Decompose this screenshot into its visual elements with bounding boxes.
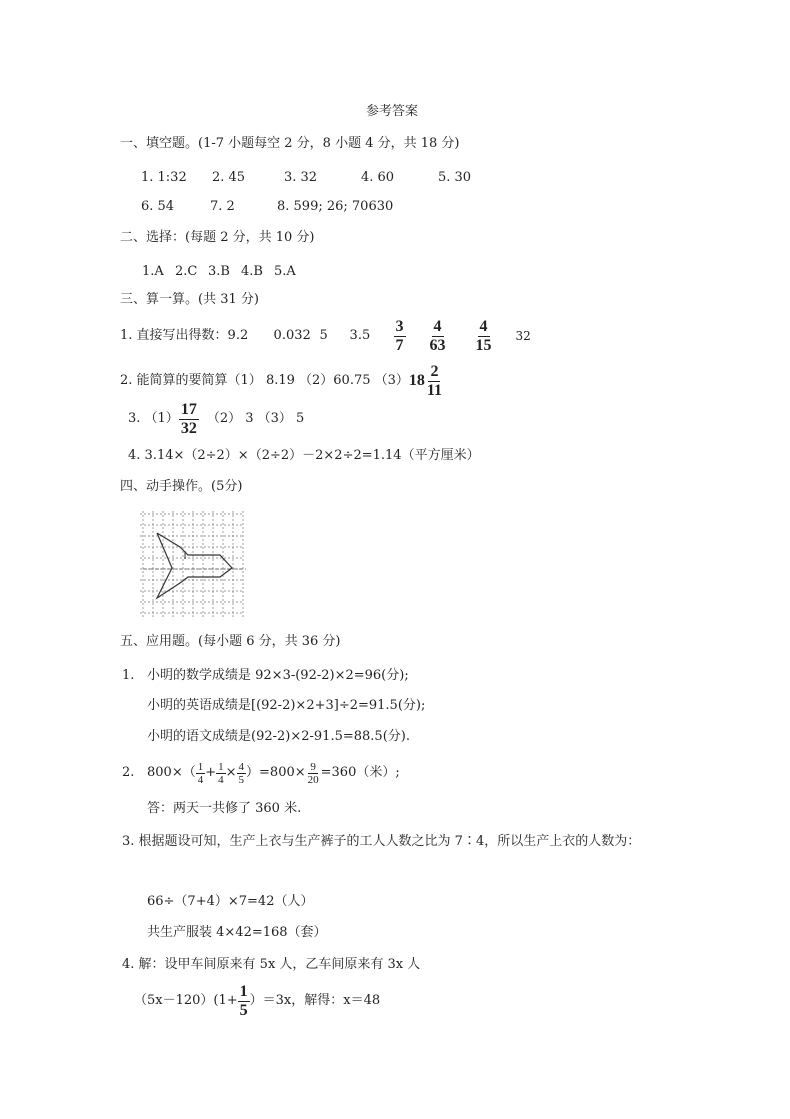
s1-row2 [141, 199, 393, 215]
s3-q1 [120, 316, 531, 356]
section5-heading: 五、应用题。(每小题 6 分，共 36 分) [120, 634, 341, 649]
s5-q2-part-b: ）=800× [246, 765, 306, 780]
s3-q1-val-1: 9.2 [227, 328, 249, 343]
s3-q1-last: 32 [515, 329, 531, 343]
s1-answer-2: 2. 45 [212, 170, 246, 185]
s2-answer-2: 2.C [175, 264, 198, 279]
s2-answers [142, 264, 296, 280]
page-title: 参考答案 [366, 104, 419, 119]
s3-q1-frac-1: $\frac{3}{7}$ [395, 317, 404, 354]
s3-q4: 4. 3.14×（2÷2）×（2÷2）－2×2÷2=1.14（平方厘米） [128, 448, 480, 463]
s5-q3-line3: 共生产服装 4×42=168（套） [147, 925, 327, 940]
s5-q2-times: × [225, 765, 237, 780]
section1-heading: 一、填空题。(1-7 小题每空 2 分，8 小题 4 分，共 18 分) [120, 136, 460, 151]
s1-answer-5: 5. 30 [438, 170, 472, 185]
s5-q2-answer: 答：两天一共修了 360 米. [147, 801, 302, 816]
s3-q1-frac-2: $\frac{4}{63}$ [429, 317, 446, 354]
s3-q1-val-4: 3.5 [349, 328, 371, 343]
s1-answer-3: 3. 32 [284, 170, 318, 185]
s5-q1-number: 1. [122, 668, 135, 683]
s5-q2-plus: + [205, 765, 217, 780]
s5-q2-frac-2: $\frac{1}{4}$ [218, 760, 224, 786]
s5-q2-frac-1: $\frac{1}{4}$ [197, 760, 204, 786]
section4-heading: 四、动手操作。(5分) [120, 479, 243, 494]
s5-q4-line2 [134, 981, 380, 1021]
s1-answer-4: 4. 60 [361, 170, 395, 185]
s3-q3-prefix: 3. （1） [128, 411, 179, 426]
s3-q2-whole: 18 [408, 372, 425, 389]
grid-lines [140, 511, 243, 619]
s1-answer-7: 7. 2 [210, 199, 235, 214]
s5-q2-frac-3: $\frac{4}{5}$ [238, 760, 245, 786]
s5-q2-frac-4: $\frac{9}{20}$ [307, 760, 319, 786]
s1-row1 [141, 170, 471, 186]
s5-q2-part-a: 800×（ [147, 765, 196, 780]
s5-q3-line2: 66÷（7+4）×7=42（人） [147, 894, 314, 909]
s3-q3-rest: （2） 3 （3） 5 [206, 411, 305, 426]
s5-q2 [122, 757, 400, 789]
s3-q2-frac: $\frac{2}{11}$ [426, 362, 443, 399]
s1-answer-1: 1. 1:32 [141, 170, 187, 185]
s2-answer-4: 4.B [241, 264, 263, 279]
s5-q4-frac: $\frac{1}{5}$ [239, 982, 248, 1019]
s2-answer-5: 5.A [274, 264, 296, 279]
s3-q1-val-3: 5 [319, 328, 328, 343]
s5-q1-line1: 小明的数学成绩是 92×3-(92-2)×2=96(分); [147, 668, 409, 683]
s5-q1-line3: 小明的语文成绩是(92-2)×2-91.5=88.5(分). [147, 729, 410, 744]
s3-q3-frac: $\frac{17}{32}$ [180, 400, 197, 437]
s3-q2 [120, 361, 444, 401]
s1-answer-8: 8. 599; 26; 70630 [277, 199, 394, 214]
arrow-shape [157, 533, 232, 598]
s5-q3-line1: 3. 根据题设可知，生产上衣与生产裤子的工人人数之比为 7∶4，所以生产上衣的人数为： [122, 834, 641, 849]
section3-heading: 三、算一算。(共 31 分) [120, 292, 259, 307]
s3-q3 [128, 399, 304, 439]
s3-q1-frac-3: $\frac{4}{15}$ [475, 317, 492, 354]
s3-q1-prefix: 1. 直接写出得数： [120, 328, 228, 343]
grid-figure [140, 511, 246, 621]
s5-q1-line2: 小明的英语成绩是[(92-2)×2+3]÷2=91.5(分); [147, 698, 426, 713]
s2-answer-1: 1.A [142, 264, 164, 279]
s3-q2-text: 2. 能简算的要简算（1） 8.19 （2）60.75 （3） [120, 373, 409, 388]
s5-q2-part-c: =360（米）; [320, 765, 400, 780]
s5-q4-part-a: （5x－120）(1+ [134, 993, 238, 1008]
s1-answer-6: 6. 54 [141, 199, 175, 214]
s3-q1-val-2: 0.032 [273, 328, 311, 343]
s5-q4-part-b: ）＝3x，解得：x＝48 [249, 993, 381, 1008]
s2-answer-3: 3.B [208, 264, 230, 279]
section2-heading: 二、选择：(每题 2 分，共 10 分) [120, 230, 315, 245]
s5-q4-line1: 4. 解：设甲车间原来有 5x 人，乙车间原来有 3x 人 [122, 957, 421, 972]
s5-q2-number: 2. [122, 765, 135, 780]
